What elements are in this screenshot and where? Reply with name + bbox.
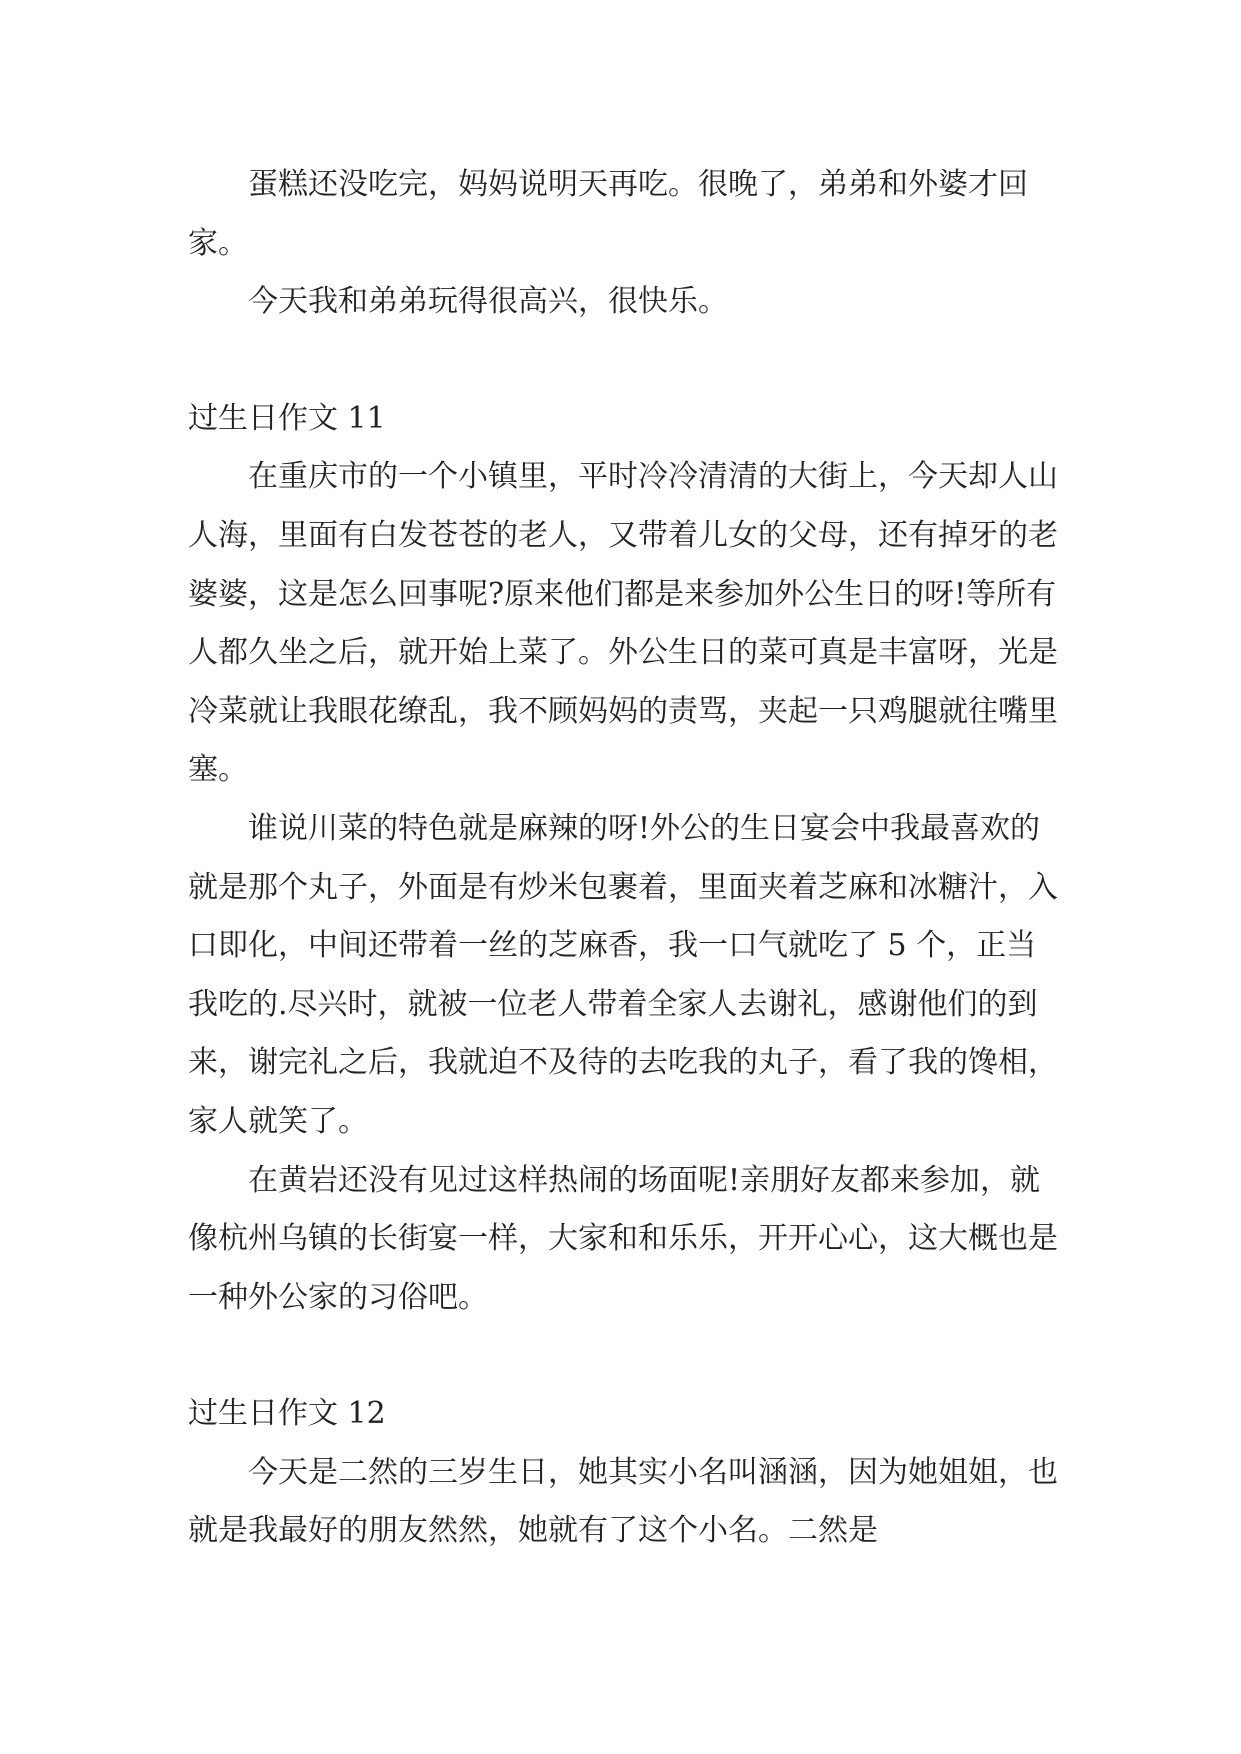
paragraph: 今天我和弟弟玩得很高兴，很快乐。 — [248, 284, 728, 320]
document-body — [188, 156, 1058, 1561]
paragraph: 在重庆市的一个小镇里，平时冷冷清清的大街上，今天却人山人海，里面有白发苍苍的老人，又带着儿女的父母，还有掉牙的老婆婆，这是怎么回事呢?原来他们都是来参加外公生日的呀!等所有人都久坐之后，就开始上菜了。外公生日的菜可真是丰富呀，光是冷菜就让我眼花缭乱，我不顾妈妈的责骂，夹起一只鸡腿就往嘴里塞。 — [188, 459, 1058, 788]
section-spacer — [188, 332, 1058, 390]
section-heading: 过生日作文 11 — [188, 400, 386, 436]
section-spacer — [188, 1327, 1058, 1385]
paragraph: 在黄岩还没有见过这样热闹的场面呢!亲朋好友都来参加，就像杭州乌镇的长街宴一样，大家和和乐乐，开开心心，这大概也是一种外公家的习俗吧。 — [188, 1162, 1058, 1315]
paragraph: 谁说川菜的特色就是麻辣的呀!外公的生日宴会中我最喜欢的就是那个丸子，外面是有炒米包裹着，里面夹着芝麻和冰糖汁，入口即化，中间还带着一丝的芝麻香，我一口气就吃了 5 个，正当我吃的.尽兴时，就被一位老人带着全家人去谢礼，感谢他们的到来，谢完礼之后，我就迫不及待的去吃我的丸子，看了我的馋相，家人就笑了。 — [188, 810, 1058, 1139]
paragraph: 蛋糕还没吃完，妈妈说明天再吃。很晚了，弟弟和外婆才回家。 — [188, 167, 1028, 261]
section-heading: 过生日作文 12 — [188, 1396, 386, 1432]
paragraph: 今天是二然的三岁生日，她其实小名叫涵涵，因为她姐姐，也就是我最好的朋友然然，她就有了这个小名。二然是 — [188, 1454, 1058, 1549]
